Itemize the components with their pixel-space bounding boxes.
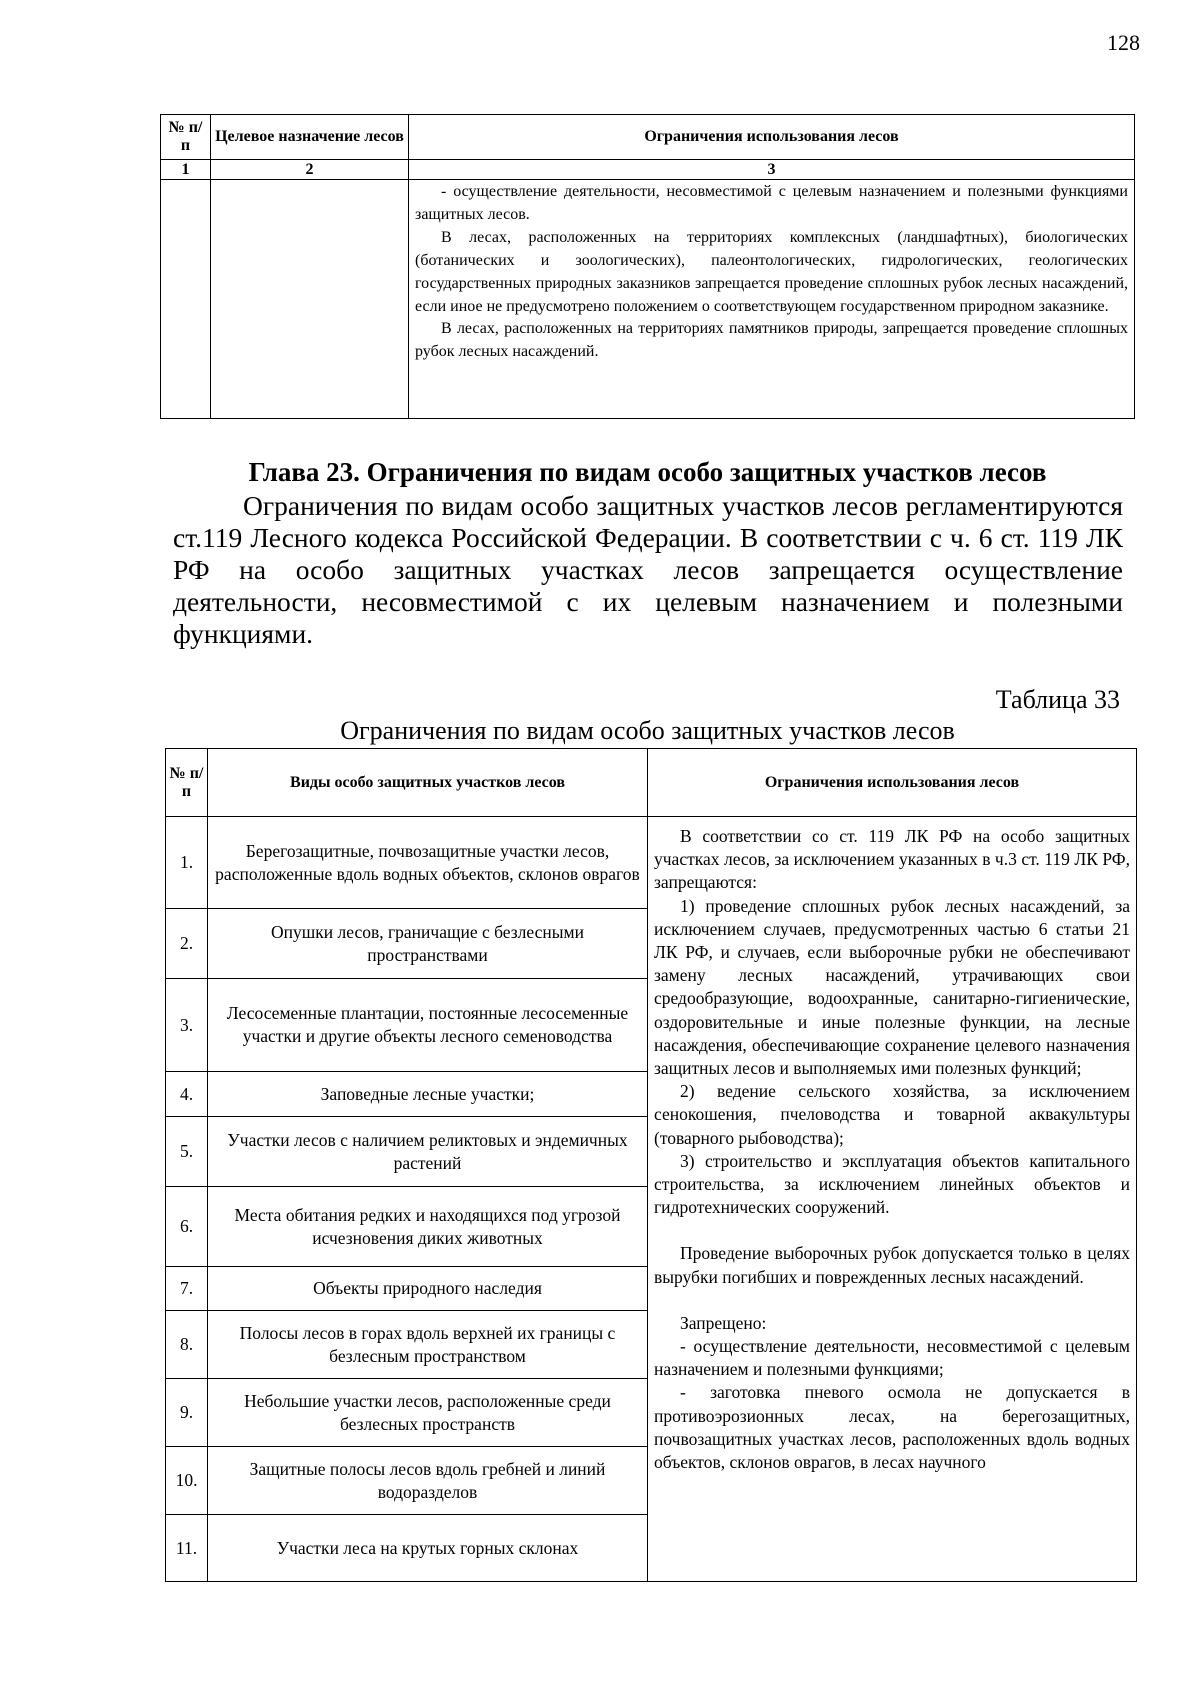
row-number: 10. (166, 1447, 208, 1515)
table-caption: Ограничения по видам особо защитных участков лесов (340, 716, 955, 745)
col-header-limits: Ограничения использования лесов (648, 749, 1137, 817)
area-kind: Полосы лесов в горах вдоль верхней их границы с безлесным пространством (208, 1311, 648, 1379)
col-header-num: № п/п (166, 749, 208, 817)
forbidden-item: - заготовка пневого осмола не допускается в противоэрозионных лесах, на берегозащитных, почвозащитных участках лесов, расположенных вдоль водных объектов, склонов оврагов, в лесах научного (654, 1382, 1130, 1473)
restriction-item: 3) строительство и эксплуатация объектов капитального строительства, за исключением линейных объектов и гидротехнических сооружений. (654, 1150, 1130, 1218)
restriction-item: 1) проведение сплошных рубок лесных насаждений, за исключением случаев, предусмотренных частью 6 статьи 21 ЛК РФ, и случаев, если выборочные рубки не обеспечивают замену лесных насаждений, утрачивающих свои средообразующие, водоохранные, санитарно-гигиенические, оздоровительные и иные полезные функции, на лесные насаждения, обеспечивающие сохранение целевого назначения защитных лесов и выполняемых ими полезных функций; (654, 895, 1130, 1079)
col-header-num: № п/п (161, 115, 211, 160)
row-number: 7. (166, 1267, 208, 1311)
restriction-item: 2) ведение сельского хозяйства, за исключением сенокошения, пчеловодства и товарной аквакультуры (товарного рыбоводства); (654, 1081, 1130, 1148)
forbidden-item: - осуществление деятельности, несовместимой с целевым назначением и полезными функциями; (654, 1336, 1130, 1380)
col-number: 1 (161, 160, 211, 180)
row-number: 4. (166, 1072, 208, 1117)
empty-cell (161, 180, 211, 419)
area-kind: Защитные полосы лесов вдоль гребней и линий водоразделов (208, 1447, 648, 1515)
forbidden-heading: Запрещено: (680, 1312, 767, 1333)
row-number: 8. (166, 1311, 208, 1379)
area-kind: Берегозащитные, почвозащитные участки лесов, расположенные вдоль водных объектов, склонов оврагов (208, 817, 648, 909)
row-number: 9. (166, 1379, 208, 1447)
col-number: 2 (211, 160, 409, 180)
row-number: 2. (166, 909, 208, 979)
chapter-paragraph: Ограничения по видам особо защитных участков лесов регламентируются ст.119 Лесного кодекса Российской Федерации. В соответствии с ч. 6 ст. 119 ЛК РФ на особо защитных участках лесов запрещается осуществление деятельности, несовместимой с их целевым назначением и полезными функциями. (173, 490, 1123, 649)
area-kind: Заповедные лесные участки; (208, 1072, 648, 1117)
row-number: 3. (166, 979, 208, 1072)
area-kind: Опушки лесов, граничащие с безлесными пространствами (208, 909, 648, 979)
area-kind: Участки леса на крутых горных склонах (208, 1515, 648, 1582)
limits-text: - осуществление деятельности, несовместимой с целевым назначением и полезными функциями защитных лесов. (415, 183, 1128, 223)
empty-cell (211, 180, 409, 419)
area-kind: Небольшие участки лесов, расположенные среди безлесных пространств (208, 1379, 648, 1447)
col-number: 3 (409, 160, 1135, 180)
area-kind: Объекты природного наследия (208, 1267, 648, 1311)
limits-cell (409, 180, 1135, 419)
page-number: 128 (1107, 30, 1140, 55)
col-header-purpose: Целевое назначение лесов (211, 115, 409, 160)
chapter-title: Глава 23. Ограничения по видам особо защитных участков лесов (248, 457, 1047, 487)
restriction-intro: В соответствии со ст. 119 ЛК РФ на особо защитных участках лесов, за исключением указанных в ч.3 ст. 119 ЛК РФ, запрещаются: (654, 826, 1130, 893)
limits-text: В лесах, расположенных на территориях комплексных (ландшафтных), биологических (ботанических и зоологических), палеонтологических, гидрологических, геологических государственных природных заказников запрещается проведение сплошных рубок лесных насаждений, если иное не предусмотрено положением о соответствующем государственном природном заказнике. (415, 228, 1128, 315)
area-kind: Места обитания редких и находящихся под угрозой исчезновения диких животных (208, 1187, 648, 1267)
area-kind: Лесосеменные плантации, постоянные лесосеменные участки и другие объекты лесного семеноводства (208, 979, 648, 1072)
row-number: 1. (166, 817, 208, 909)
row-number: 6. (166, 1187, 208, 1267)
area-kind: Участки лесов с наличием реликтовых и эндемичных растений (208, 1117, 648, 1187)
restrictions-table-continued (160, 114, 1135, 419)
row-number: 5. (166, 1117, 208, 1187)
limits-text: В лесах, расположенных на территориях памятников природы, запрещается проведение сплошных рубок лесных насаждений. (415, 320, 1128, 361)
row-number: 11. (166, 1515, 208, 1582)
table-label: Таблица 33 (995, 685, 1120, 714)
col-header-kinds: Виды особо защитных участков лесов (208, 749, 648, 817)
restrictions-cell (648, 817, 1137, 1582)
col-header-limits: Ограничения использования лесов (409, 115, 1135, 160)
protected-areas-table (165, 748, 1137, 1582)
selective-cutting-note: Проведение выборочных рубок допускается только в целях вырубки погибших и поврежденных лесных насаждений. (654, 1243, 1130, 1287)
